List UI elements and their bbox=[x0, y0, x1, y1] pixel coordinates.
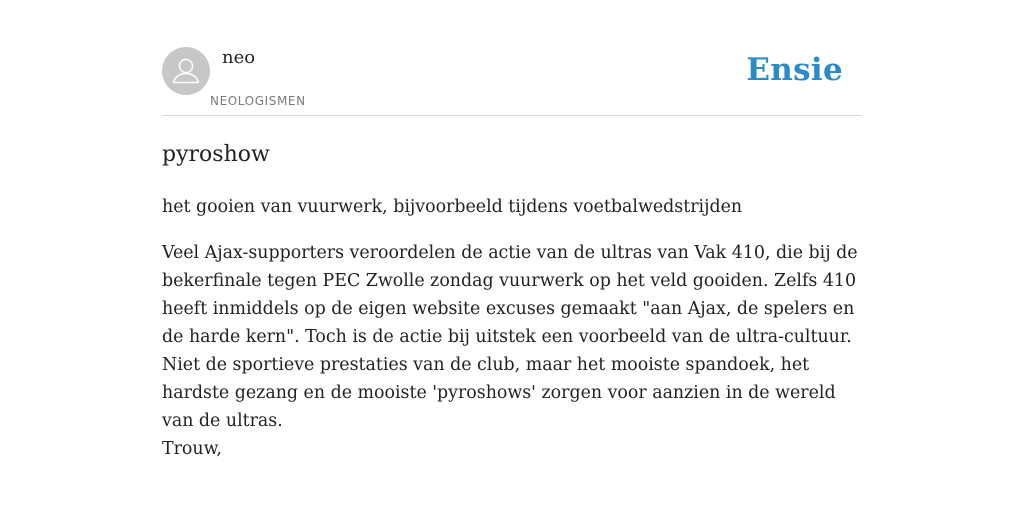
entry-card bbox=[162, 0, 862, 512]
entry-header bbox=[162, 0, 862, 116]
entry-source: Trouw, bbox=[162, 439, 222, 459]
collection-label[interactable]: NEOLOGISMEN bbox=[210, 94, 306, 108]
entry-example: Veel Ajax-supporters veroordelen de actie van de ultras van Vak 410, die bij de bekerfinale tegen PEC Zwolle zondag vuurwerk op het veld gooiden. Zelfs 410 heeft inmiddels op de eigen website excuses gemaakt "aan Ajax, de spelers en de harde kern". Toch is de actie bij uitstek een voorbeeld van de ultra-cultuur. Niet de sportieve prestaties van de club, maar het mooiste spandoek, het hardste gezang en de mooiste 'pyroshows' zorgen voor aanzien in de wereld van de ultras. bbox=[162, 243, 858, 431]
entry-definition: het gooien van vuurwerk, bijvoorbeeld tijdens voetbalwedstrijden bbox=[162, 197, 743, 217]
entry-title: pyroshow bbox=[162, 142, 270, 167]
author-name[interactable]: neo bbox=[222, 47, 256, 68]
brand-logo[interactable]: Ensie bbox=[746, 52, 843, 88]
user-avatar-icon[interactable] bbox=[162, 47, 210, 95]
